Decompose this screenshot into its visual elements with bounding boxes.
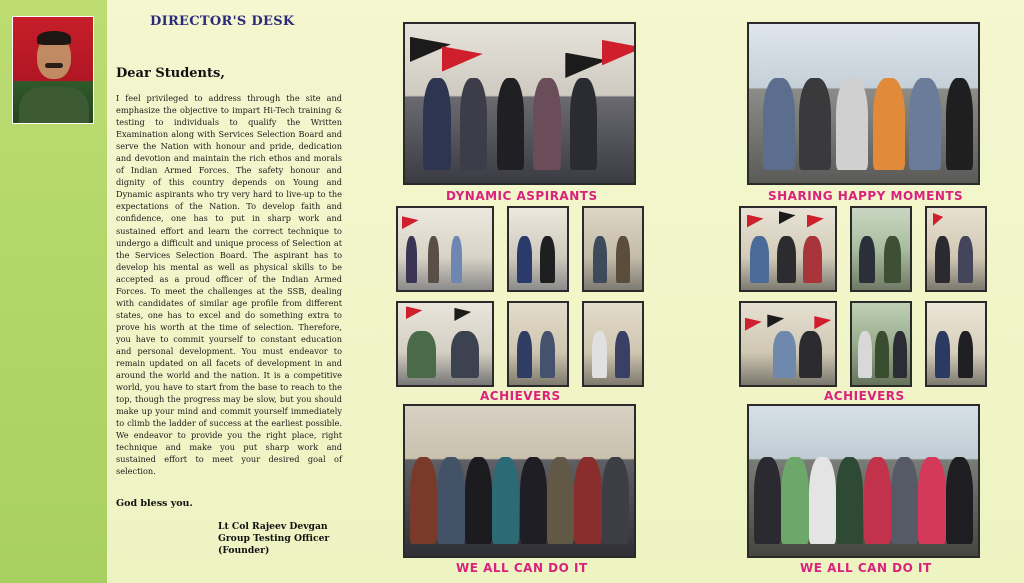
signature-name: Lt Col Rajeev Devgan — [218, 521, 328, 532]
photo-achievers-right-1 — [739, 206, 837, 292]
photo-achievers-left-6 — [582, 301, 644, 387]
photo-achievers-left-2 — [507, 206, 569, 292]
caption-we-all-can-do-it-right: WE ALL CAN DO IT — [800, 561, 932, 575]
photo-dynamic-aspirants — [403, 22, 636, 185]
photo-achievers-right-4 — [739, 301, 837, 387]
photo-achievers-left-4 — [396, 301, 494, 387]
photo-achievers-left-1 — [396, 206, 494, 292]
caption-we-all-can-do-it-left: WE ALL CAN DO IT — [456, 561, 588, 575]
photo-achievers-right-5 — [850, 301, 912, 387]
photo-sharing-happy-moments — [747, 22, 980, 185]
signature-block — [218, 521, 329, 557]
page-title: DIRECTOR'S DESK — [150, 14, 295, 29]
letter-body: I feel privileged to address through the site and emphasize the objective to impart Hi-Tech training & testing to individuals to qualify the Written Examination along with Services Selection Board and serve the Nation with honour and pride, dedication and devotion and maintain the rich ethos and morals of Indian Armed Forces. The safety honour and dignity of this country depends on Young and Dynamic aspirants who try very hard to live-up to the expectations of the Nation. To develop faith and confidence, one has to put in sharp work and sustained effort and learn the correct technique to undergo a difficult and unique process of Selection at the Services Selection Board. The aspirant has to develop his mental as well as physical skills to be accepted as a proud officer of the Indian Armed Forces. To meet the challenges at the SSB, dealing with candidates of similar age profile from different states, one has to excel and do something extra to prove his worth at the time of selection. Therefore, you have to commit yourself to constant education and personal development. You must endeavor to remain updated on all facets of development in and around the world and the nation. It is a competitive world, you have to start from the base to reach to the top, though the progress may be slow, but you should make up your mind and commit yourself immediately to climb the ladder of success at the earliest possible. We endeavor to provide you the right place, right technique and make you put sharp work and sustained effort to meet your desired goal of selection. — [116, 93, 342, 477]
photo-group-right — [747, 404, 980, 558]
caption-achievers-right: ACHIEVERS — [824, 389, 905, 403]
photo-group-left — [403, 404, 636, 558]
letter-salutation: Dear Students, — [116, 66, 225, 81]
director-portrait — [12, 16, 94, 124]
signature-role: Group Testing Officer — [218, 533, 330, 544]
caption-sharing-happy-moments: SHARING HAPPY MOMENTS — [768, 189, 964, 203]
photo-achievers-right-6 — [925, 301, 987, 387]
photo-achievers-left-3 — [582, 206, 644, 292]
caption-achievers-left: ACHIEVERS — [480, 389, 561, 403]
signature-note: (Founder) — [218, 545, 270, 556]
letter-blessing: God bless you. — [116, 498, 193, 509]
caption-dynamic-aspirants: DYNAMIC ASPIRANTS — [446, 189, 598, 203]
photo-achievers-right-3 — [925, 206, 987, 292]
photo-achievers-right-2 — [850, 206, 912, 292]
photo-achievers-left-5 — [507, 301, 569, 387]
